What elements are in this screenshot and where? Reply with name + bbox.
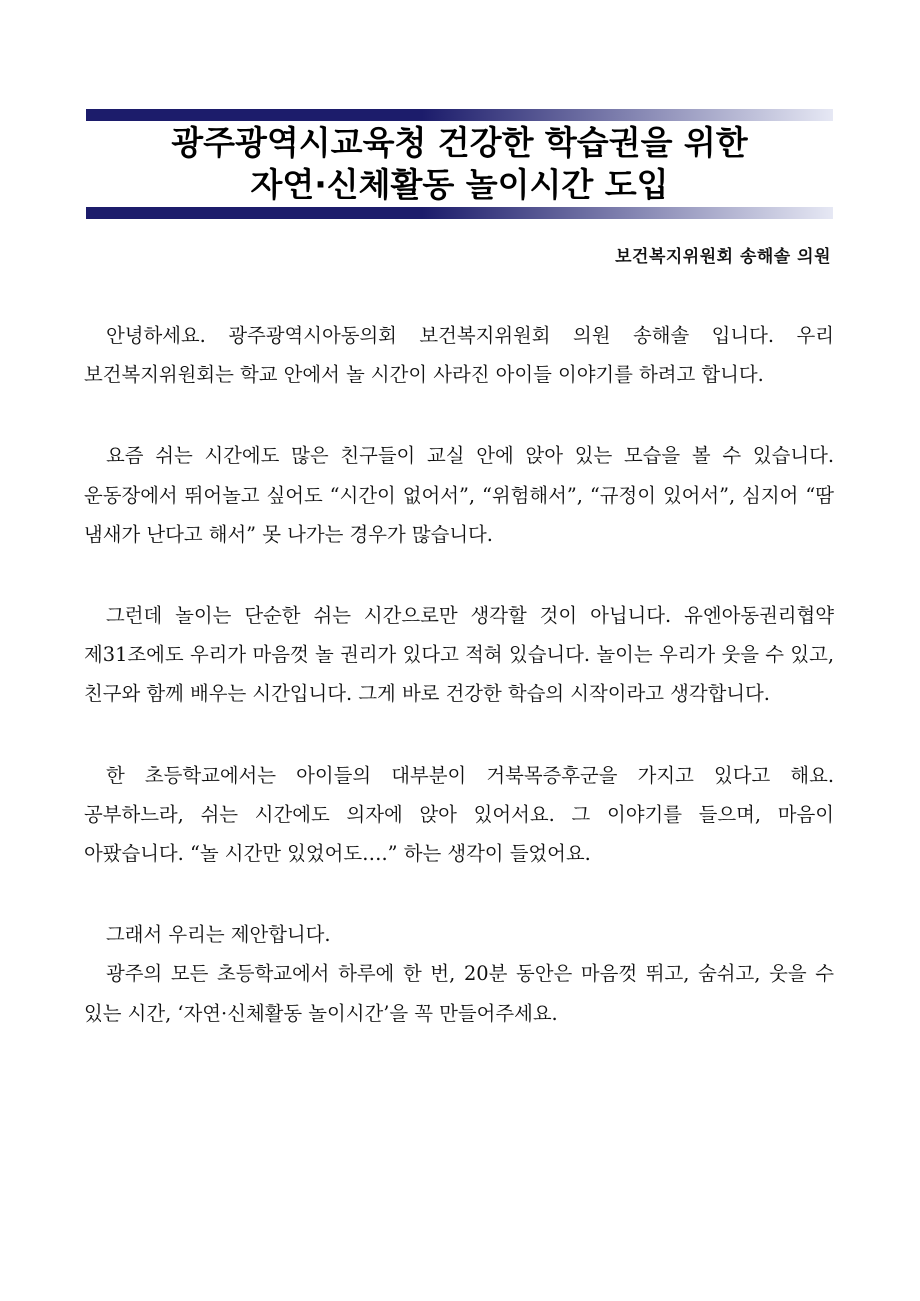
paragraph-greeting: 안녕하세요. 광주광역시아동의회 보건복지위원회 의원 송해솔 입니다. 우리 보건복지위원회는 학교 안에서 놀 시간이 사라진 아이들 이야기를 하려고 합니다. <box>84 324 834 387</box>
paragraph-observation: 요즘 쉬는 시간에도 많은 친구들이 교실 안에 앉아 있는 모습을 볼 수 있습니다. 운동장에서 뛰어놀고 싶어도 “시간이 없어서”, “위험해서”, “규정이 있어서”, 심지어 “땀 냄새가 난다고 해서” 못 나가는 경우가 많습니다. <box>84 444 834 546</box>
body-text <box>84 316 834 1075</box>
paragraph-right-to-play: 그런데 놀이는 단순한 쉬는 시간으로만 생각할 것이 아닙니다. 유엔아동권리협약 제31조에도 우리가 마음껏 놀 권리가 있다고 적혀 있습니다. 놀이는 우리가 웃을 수 있고, 친구와 함께 배우는 시간입니다. 그게 바로 건강한 학습의 시작이라고 생각합니다. <box>84 604 834 706</box>
title-band-top <box>86 109 833 121</box>
document-title-line-2: 자연·신체활동 놀이시간 도입 <box>250 165 669 204</box>
paragraph-proposal: 광주의 모든 초등학교에서 하루에 한 번, 20분 동안은 마음껏 뛰고, 숨쉬고, 웃을 수 있는 시간, ‘자연·신체활동 놀이시간’을 꼭 만들어주세요. <box>84 962 834 1025</box>
paragraph-proposal-intro: 그래서 우리는 제안합니다. <box>106 923 331 947</box>
document-title-line-1: 광주광역시교육청 건강한 학습권을 위한 <box>171 123 748 162</box>
title-box <box>86 121 833 207</box>
author-line: 보건복지위원회 송해솔 의원 <box>615 247 831 267</box>
title-band-bottom <box>86 207 833 219</box>
paragraph-health-issue: 한 초등학교에서는 아이들의 대부분이 거북목증후군을 가지고 있다고 해요. 공부하느라, 쉬는 시간에도 의자에 앉아 있어서요. 그 이야기를 들으며, 마음이 아팠습니다. “놀 시간만 있었어도….” 하는 생각이 들었어요. <box>84 763 834 866</box>
